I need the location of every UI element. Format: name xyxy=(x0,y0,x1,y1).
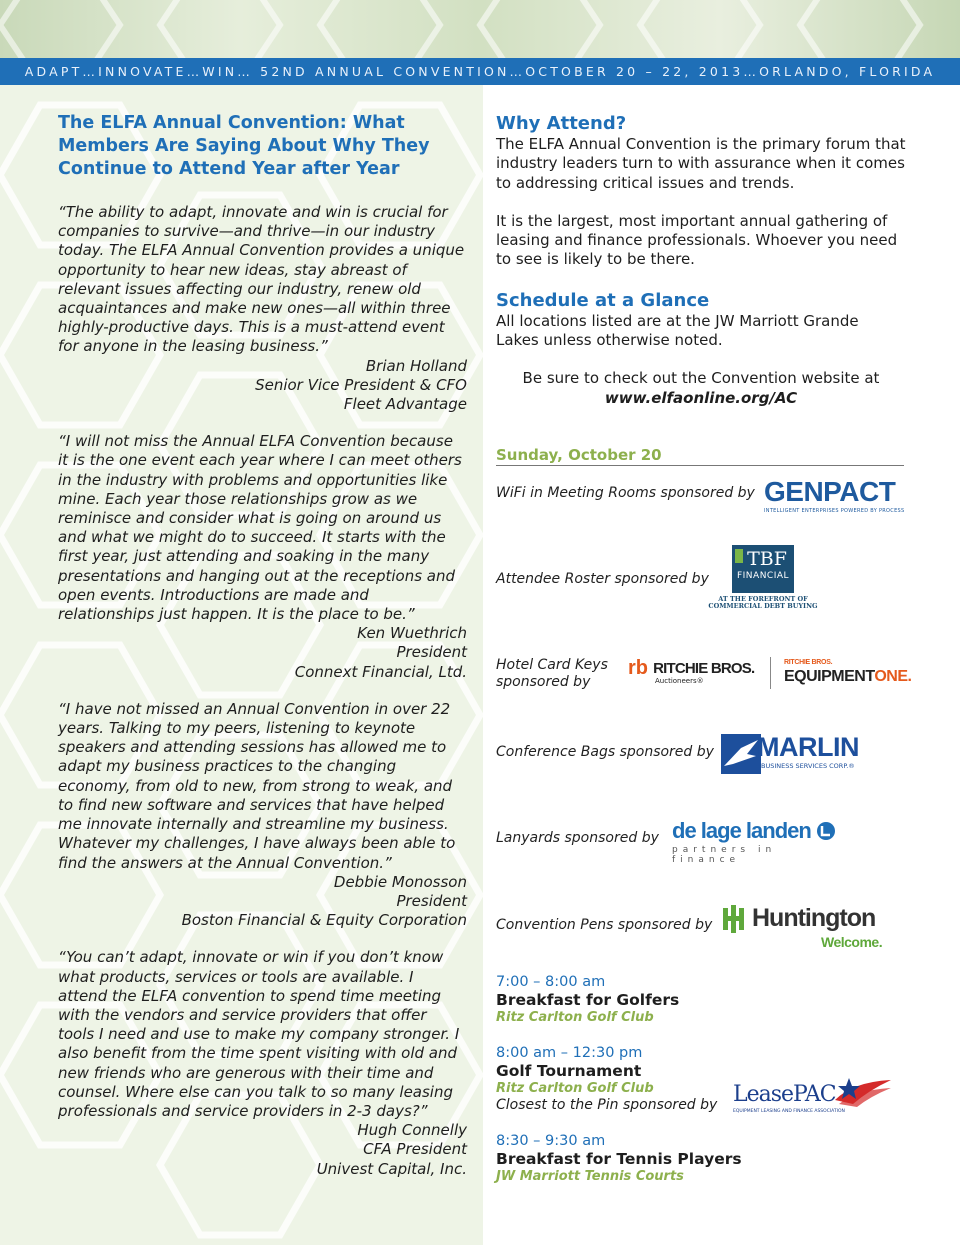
attribution-name: Ken Wuethrich xyxy=(357,624,467,643)
tbf-sub: FINANCIAL xyxy=(736,571,790,581)
quote-4: “You can’t adapt, innovate or win if you don’t know what products, services or tools are available. I attend the ELFA convention to spend time meeting with the vendors and service providers that offer tools I need and use to make my company stronger. I also benefit from the time spent visiting with old and new friends who are generous with their time and counsel. Where else can you talk to so many leasing professionals and service providers in 2-3 days?” xyxy=(58,948,460,1120)
attribution-name: Debbie Monosson xyxy=(333,872,467,891)
attribution-company: Univest Capital, Inc. xyxy=(316,1159,467,1178)
quote-3: “I have not missed an Annual Convention in over 22 years. Talking to my peers, listening to keynote speakers and attending sessions has allowed me to adapt my business practices to the changing economy, from old to new, from strong to weak, and to find new software and services that have helped me innovate internally and streamline my business. Whatever my challenges, I have always been able to find the answers at the Annual Convention.” xyxy=(58,699,456,872)
dll-tagline: partners in finance xyxy=(672,845,777,865)
rb-mark-icon: rb xyxy=(628,657,648,679)
convention-banner: ADAPT…INNOVATE…WIN… 52ND ANNUAL CONVENTION…OCTOBER 20 – 22, 2013…ORLANDO, FLORIDA xyxy=(0,58,960,85)
huntington-mark-icon xyxy=(721,905,749,933)
quote-4-attribution xyxy=(58,1121,467,1179)
day-heading: Sunday, October 20 xyxy=(496,446,904,466)
attribution-name: Hugh Connelly xyxy=(357,1121,467,1140)
huntington-welcome: Welcome. xyxy=(821,934,883,950)
why-attend-heading: Why Attend? xyxy=(496,113,627,134)
quote-1: “The ability to adapt, innovate and win is crucial for companies to survive—and thrive—in our industry today. The ELFA Annual Convention provides a unique opportunity to hear new ideas, stay abreast of relevant issues affecting our industry, renew old acquaintances and make new ones—all within three highly-productive days. This is a must-attend event for anyone in the leasing business.” xyxy=(58,203,465,356)
tbf-logo xyxy=(707,545,819,610)
sponsor-label-lanyards: Lanyards sponsored by xyxy=(496,830,659,846)
tbf-tagline-2: COMMERCIAL DEBT BUYING xyxy=(708,602,818,610)
attribution-name: Brian Holland xyxy=(365,356,467,375)
quote-2-attribution xyxy=(58,624,467,682)
dll-circle-icon xyxy=(816,821,836,841)
equipment-one-top: RITCHIE BROS. xyxy=(784,659,833,666)
attribution-title: Senior Vice President & CFO xyxy=(255,375,467,394)
event-sponsor-label: Closest to the Pin sponsored by xyxy=(496,1097,718,1113)
event-time: 8:00 am – 12:30 pm xyxy=(496,1045,643,1061)
event-3 xyxy=(496,1132,896,1185)
one-wordmark: ONE. xyxy=(874,668,912,685)
event-title: Breakfast for Golfers xyxy=(496,991,680,1009)
quote-3-attribution xyxy=(58,873,467,931)
marlin-sub: BUSINESS SERVICES CORP.® xyxy=(761,762,855,770)
event-1 xyxy=(496,973,896,1026)
tbf-badge xyxy=(732,545,794,593)
testimonials-heading: The ELFA Annual Convention: What Members Are Saying About Why They Continue to Attend Year after Year xyxy=(58,113,430,179)
attribution-title: CFA President xyxy=(363,1140,467,1159)
attribution-title: President xyxy=(396,643,467,662)
testimonials-column xyxy=(58,112,467,1179)
quote-1-attribution xyxy=(58,357,467,415)
event-venue: JW Marriott Tennis Courts xyxy=(496,1169,684,1184)
dll-wordmark: de lage landen xyxy=(672,818,811,843)
schedule-intro: All locations listed are at the JW Marriott Grande Lakes unless otherwise noted. xyxy=(496,311,859,350)
leasepac-tagline: EQUIPMENT LEASING AND FINANCE ASSOCIATION xyxy=(733,1109,845,1114)
event-venue: Ritz Carlton Golf Club xyxy=(496,1081,654,1096)
header-image xyxy=(0,0,960,58)
event-time: 8:30 – 9:30 am xyxy=(496,1133,606,1149)
de-lage-landen-logo xyxy=(672,818,837,865)
marlin-wordmark: MARLIN xyxy=(757,732,859,762)
attribution-title: President xyxy=(396,891,467,910)
ritchie-wordmark: RITCHIE BROS. xyxy=(653,660,755,677)
ritchie-bros-logo xyxy=(628,657,756,685)
quote-2: “I will not miss the Annual ELFA Convention because it is the one event each year where I can meet others in the industry with problems and opportunities like mine. Each year those relationships grow as we reminisce and consider what is going on around us and what we might do to succeed. It starts with the first year, just attending and soaking in the many presentations and hanging out at the receptions and open events. Introductions are made and relationships just happen. It is the place to be.” xyxy=(58,432,462,624)
info-column xyxy=(496,112,906,408)
event-title: Breakfast for Tennis Players xyxy=(496,1150,742,1168)
website-link[interactable]: www.elfaonline.org/AC xyxy=(604,388,798,407)
tbf-green-mark xyxy=(735,549,743,563)
attribution-company: Connext Financial, Ltd. xyxy=(294,662,467,681)
sponsor-label-card-keys: Hotel Card Keys sponsored by xyxy=(496,657,608,690)
event-time: 7:00 – 8:00 am xyxy=(496,974,606,990)
logo-divider xyxy=(770,657,771,689)
genpact-tagline: INTELLIGENT ENTERPRISES POWERED BY PROCESS xyxy=(764,508,905,514)
flag-star-icon xyxy=(833,1076,893,1110)
website-note: Be sure to check out the Convention website at xyxy=(522,369,880,388)
attribution-company: Boston Financial & Equity Corporation xyxy=(181,911,467,930)
sponsor-label-pens: Convention Pens sponsored by xyxy=(496,917,713,933)
why-attend-paragraph-1: The ELFA Annual Convention is the primary forum that industry leaders turn to with assurance when it comes to addressing critical issues and trends. xyxy=(496,135,906,192)
ritchie-sub: Auctioneers® xyxy=(655,677,704,685)
genpact-logo xyxy=(764,478,905,514)
event-venue: Ritz Carlton Golf Club xyxy=(496,1010,654,1025)
attribution-company: Fleet Advantage xyxy=(343,395,467,414)
leasepac-wordmark: LeasePAC xyxy=(733,1082,836,1107)
tbf-tagline-1: AT THE FOREFRONT OF xyxy=(718,595,808,603)
schedule-heading: Schedule at a Glance xyxy=(496,289,710,311)
genpact-wordmark: GENPACT xyxy=(764,476,896,507)
sponsor-label-bags: Conference Bags sponsored by xyxy=(496,744,714,760)
hexagon-pattern xyxy=(0,0,960,58)
equipment-one-logo xyxy=(784,659,934,686)
marlin-fish-icon xyxy=(721,734,761,774)
sponsor-label-roster: Attendee Roster sponsored by xyxy=(496,571,709,587)
equipment-wordmark: EQUIPMENT xyxy=(784,668,875,685)
sponsor-label-wifi: WiFi in Meeting Rooms sponsored by xyxy=(496,485,755,501)
why-attend-paragraph-2: It is the largest, most important annual gathering of leasing and finance professionals. Whoever you need to see is likely to be there. xyxy=(496,211,898,269)
huntington-wordmark: Huntington xyxy=(752,904,876,932)
tbf-wordmark: TBF xyxy=(747,548,787,570)
event-title: Golf Tournament xyxy=(496,1062,642,1080)
